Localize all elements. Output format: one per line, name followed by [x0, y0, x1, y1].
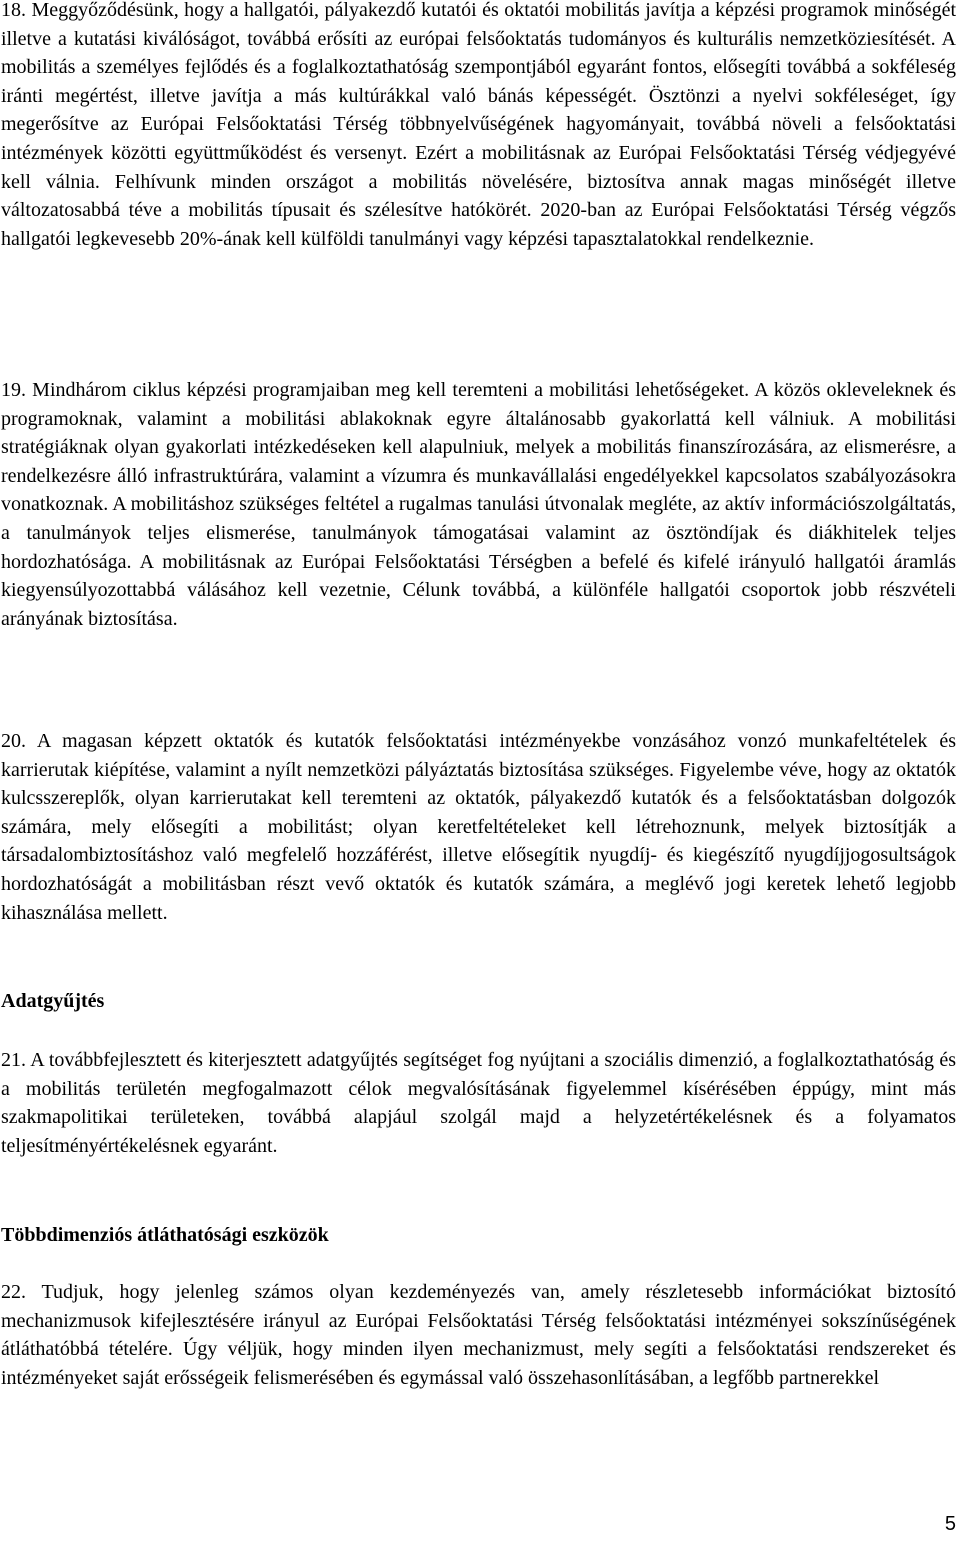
section-heading-atlathatosag: Többdimenziós átláthatósági eszközök [1, 1224, 329, 1246]
paragraph-21: 21. A továbbfejlesztett és kiterjesztett adatgyűjtés segítséget fog nyújtani a szociális dimenzió, a foglalkoztathatóság és a mobilitás területén megfogalmazott célok megvalósításának figyelemmel kísérésében éppúgy, mint más szakmapolitikai területeken, továbbá alapjául szolgál majd a helyzetértékelésnek és a folyamatos teljesítményértékelésnek egyaránt. [1, 1049, 956, 1157]
section-heading-adatgyujtes: Adatgyűjtés [1, 990, 105, 1012]
paragraph-22: 22. Tudjuk, hogy jelenleg számos olyan kezdeményezés van, amely részletesebb információkat biztosító mechanizmusok kifejlesztésére irányul az Európai Felsőoktatási Térség felsőoktatási intézményei sokszínűségének átláthatóbbá tételére. Úgy véljük, hogy minden ilyen mechanizmust, mely segíti a felsőoktatási rendszereket és intézményeket saját erősségeik felismerésében és egymással való összehasonlításában, a legfőbb partnerekkel [1, 1281, 956, 1389]
page-number: 5 [944, 1513, 956, 1535]
paragraph-18: 18. Meggyőződésünk, hogy a hallgatói, pályakezdő kutatói és oktatói mobilitás javítja a képzési programok minőségét illetve a kutatási kiválóságot, továbbá erősíti az európai felsőoktatás tudományos és kulturális nemzetköziesítését. A mobilitás a személyes fejlődés és a foglalkoztathatóság szempontjából egyaránt fontos, elősegíti továbbá a sokféleség iránti megértést, illetve javítja a más kultúrákkal való bánás képességét. Ösztönzi a nyelvi sokféleséget, így megerősítve az Európai Felsőoktatási Térség többnyelvűségének hagyományait, továbbá növeli a felsőoktatási intézmények közötti együttműködést és versenyt. Ezért a mobilitásnak az Európai Felsőoktatási Térség védjegyévé kell válnia. Felhívunk minden országot a mobilitás növelésére, biztosítva annak magas minőségét illetve változatosabbá téve a mobilitás típusait és szélesítve hatókörét. 2020-ban az Európai Felsőoktatási Térség végzős hallgatói legkevesebb 20%-ának kell külföldi tanulmányi vagy képzési tapasztalatokkal rendelkeznie. [1, 0, 956, 250]
paragraph-19: 19. Mindhárom ciklus képzési programjaiban meg kell teremteni a mobilitási lehetőségeket. A közös okleveleknek és programoknak, valamint a mobilitási ablakoknak egyre általánosabb gyakorlattá kell válniuk. A mobilitási stratégiáknak olyan gyakorlati intézkedéseken kell alapulniuk, melyek a mobilitás finanszírozására, az elismerésre, a rendelkezésre álló infrastruktúrára, valamint a vízumra és munkavállalási engedélyekkel kapcsolatos szabályozásokra vonatkoznak. A mobilitáshoz szükséges feltétel a rugalmas tanulási útvonalak megléte, az aktív információszolgáltatás, a tanulmányok teljes elismerése, tanulmányok támogatásai valamint az ösztöndíjak és diákhitelek teljes hordozhatósága. A mobilitásnak az Európai Felsőoktatási Térségben a befelé és kifelé irányuló hallgatói áramlás kiegyensúlyozottabbá válásához kell vezetnie, Célunk továbbá, a különféle hallgatói csoportok jobb részvételi arányának biztosítása. [1, 379, 956, 630]
paragraph-20: 20. A magasan képzett oktatók és kutatók felsőoktatási intézményekbe vonzásához vonzó munkafeltételek és karrierutak kiépítése, valamint a nyílt nemzetközi pályáztatás biztosítása szükséges. Figyelembe véve, hogy az oktatók kulcsszereplők, olyan karrierutakat kell teremteni az oktatók, pályakezdő kutatók és a felsőoktatásban dolgozók számára, mely elősegíti a mobilitást; olyan keretfeltételeket kell létrehoznunk, melyek biztosítják a társadalombiztosításhoz való megfelelő hozzáférést, illetve elősegítik nyugdíj- és kiegészítő nyugdíjjogosultságok hordozhatóságát a mobilitásban részt vevő oktatók és kutatók számára, a meglévő jogi keretek lehető legjobb kihasználása mellett. [1, 730, 956, 924]
